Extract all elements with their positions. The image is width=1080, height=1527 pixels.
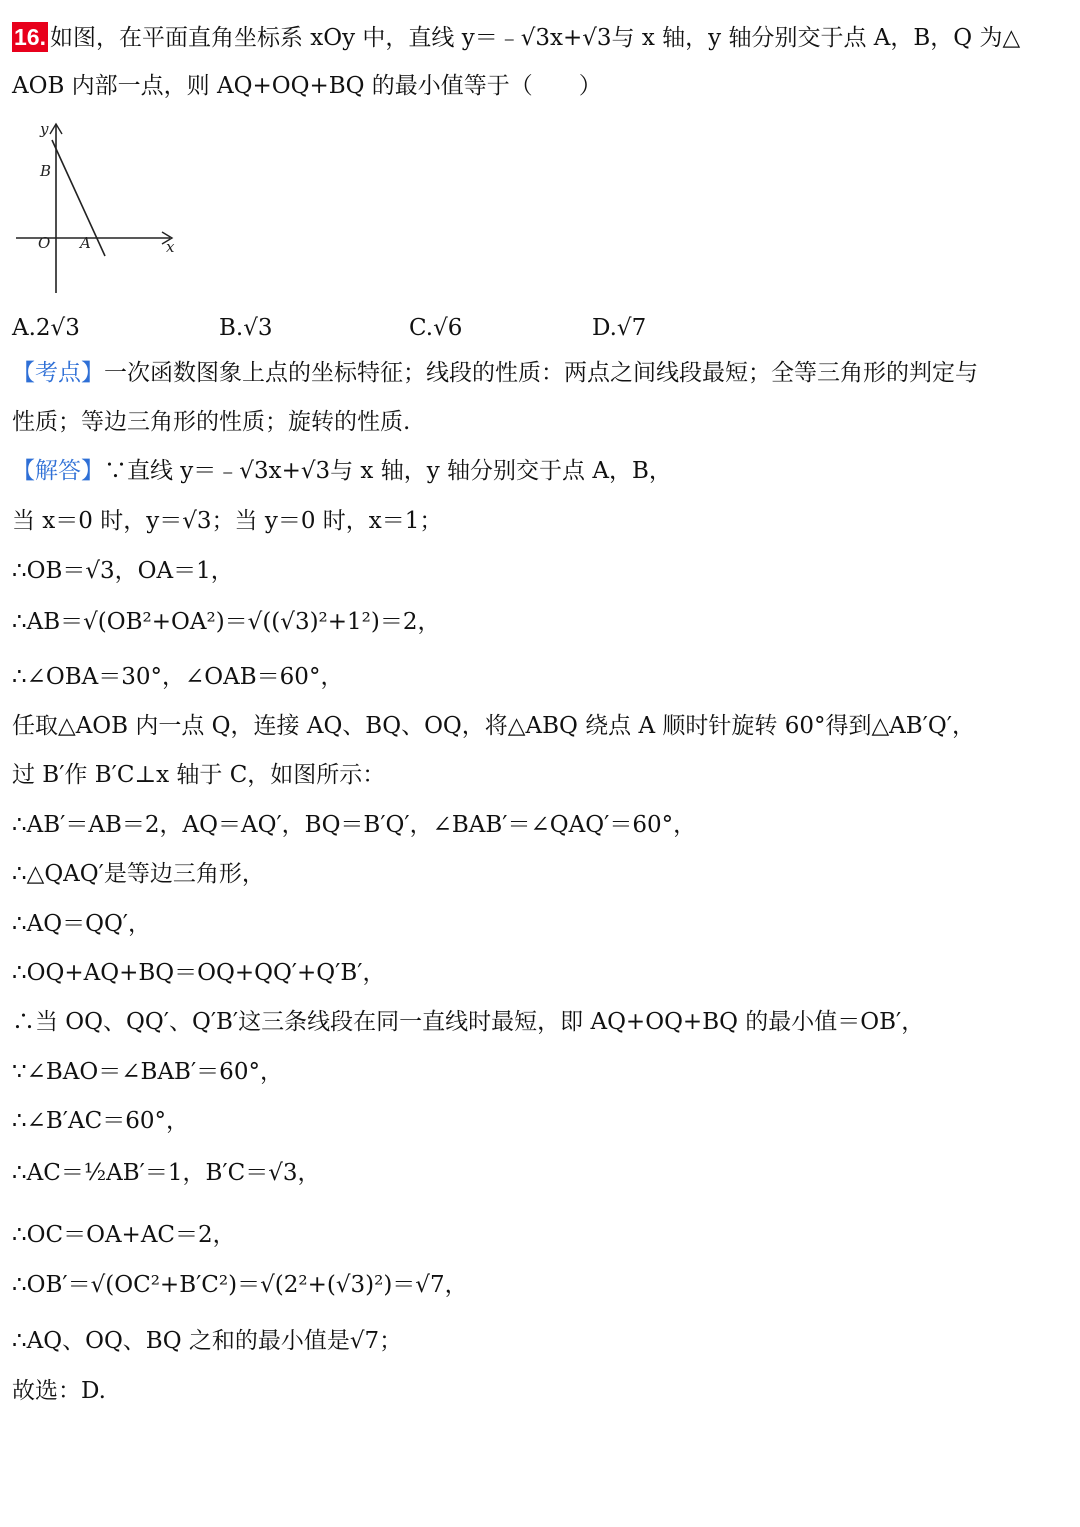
choice-c: C.√6 — [409, 315, 463, 341]
jieda-line-1 — [12, 456, 1070, 486]
solution-line: ∵∠BAO＝∠BAB′＝60°， — [12, 1059, 283, 1085]
choice-d: D.√7 — [592, 315, 647, 341]
choices-row — [12, 313, 1070, 343]
kaodian-text-2: 性质；等边三角形的性质；旋转的性质. — [12, 409, 411, 435]
coordinate-figure — [10, 118, 180, 298]
solution-line: ∴当 OQ、QQ′、Q′B′这三条线段在同一直线时最短，即 AQ+OQ+BQ 的最小值＝OB′， — [12, 1009, 925, 1035]
question-number: 16. — [14, 24, 46, 50]
kaodian-tag: 【考点】 — [12, 360, 104, 386]
solution-line: ∴∠OBA＝30°，∠OAB＝60°， — [12, 664, 344, 690]
solution-line: ∴OB′＝√(OC²+B′C²)＝√(2²+(√3)²)＝√7， — [12, 1272, 468, 1298]
kaodian-text-1: 一次函数图象上点的坐标特征；线段的性质：两点之间线段最短；全等三角形的判定与 — [104, 360, 978, 386]
question-line-1 — [12, 22, 1070, 53]
choice-b: B.√3 — [219, 315, 273, 341]
jieda-text-1: ∵直线 y＝﹣√3x+√3与 x 轴，y 轴分别交于点 A，B， — [104, 458, 672, 484]
solution-line: ∴AB′＝AB＝2，AQ＝AQ′，BQ＝B′Q′，∠BAB′＝∠QAQ′＝60°， — [12, 812, 697, 838]
solution-line: ∴AQ、OQ、BQ 之和的最小值是√7； — [12, 1328, 403, 1354]
question-stem-1: 如图，在平面直角坐标系 xOy 中，直线 y＝﹣√3x+√3与 x 轴，y 轴分别交于点 A，B，Q 为△ — [49, 25, 1021, 51]
solution-line: ∴OB＝√3，OA＝1， — [12, 558, 234, 584]
solution-line: ∴OQ+AQ+BQ＝OQ+QQ′+Q′B′， — [12, 960, 386, 986]
label-x: x — [166, 238, 175, 256]
label-a: A — [80, 234, 91, 252]
label-b: B — [40, 162, 52, 180]
question-stem-2: AOB 内部一点，则 AQ+OQ+BQ 的最小值等于（ ） — [12, 73, 602, 99]
solution-line: ∴OC＝OA+AC＝2， — [12, 1222, 236, 1248]
label-o: O — [38, 234, 51, 252]
solution-line: 过 B′作 B′C⊥x 轴于 C，如图所示： — [12, 762, 386, 788]
answer-line: 故选：D. — [12, 1378, 106, 1404]
solution-line: ∴∠B′AC＝60°， — [12, 1108, 190, 1134]
label-y: y — [40, 120, 49, 138]
solution-line: 任取△AOB 内一点 Q，连接 AQ、BQ、OQ，将△ABQ 绕点 A 顺时针旋转 60°得到△AB′Q′， — [12, 713, 975, 739]
choice-a: A.2√3 — [12, 315, 80, 341]
solution-line: ∴AC＝½AB′＝1，B′C＝√3， — [12, 1160, 321, 1186]
kaodian-line-1 — [12, 358, 1070, 388]
solution-line: ∴AQ＝QQ′， — [12, 911, 152, 937]
solution-line: ∴AB＝√(OB²+OA²)＝√((√3)²+1²)＝2， — [12, 609, 441, 635]
jieda-tag: 【解答】 — [12, 458, 104, 484]
solution-line: ∴△QAQ′是等边三角形， — [12, 861, 265, 887]
solution-line: 当 x＝0 时，y＝√3；当 y＝0 时，x＝1； — [12, 508, 443, 534]
